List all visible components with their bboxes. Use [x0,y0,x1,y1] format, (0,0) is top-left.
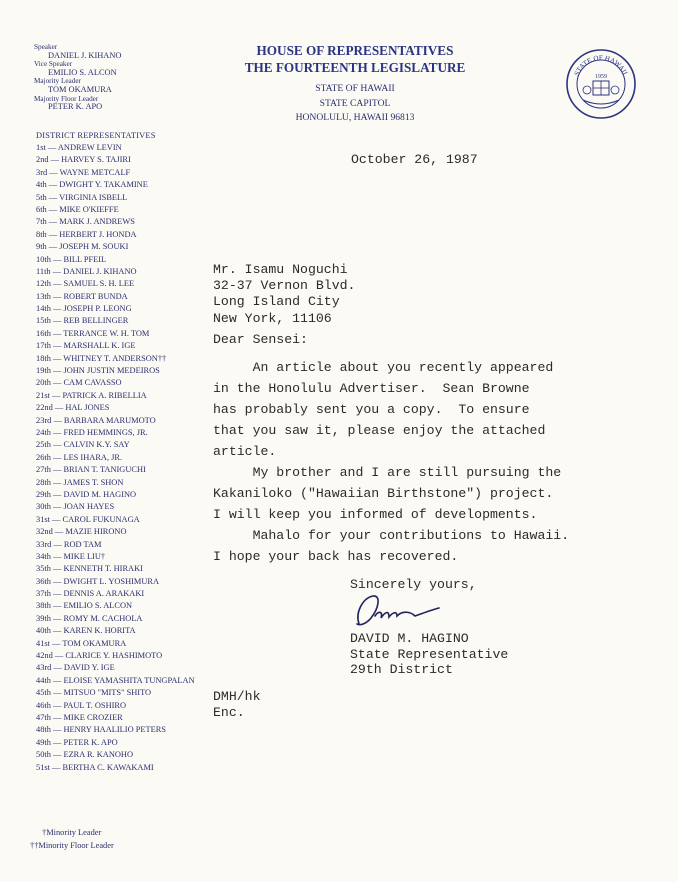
district-entry: 42nd — CLARICE Y. HASHIMOTO [36,651,163,661]
district-entry: 10th — BILL PFEIL [36,254,107,264]
body-line: article. [213,444,277,459]
district-entry: 34th — MIKE LIU† [36,551,106,561]
district-entry: 31st — CAROL FUKUNAGA [36,514,140,524]
recipient-address [213,262,355,327]
district-entry: 5th — VIRGINIA ISBELL [36,192,128,202]
body-line: has probably sent you a copy. To ensure [213,402,530,417]
district-entry: 37th — DENNIS A. ARAKAKI [36,589,145,599]
address-line-2: STATE CAPITOL [319,97,391,109]
district-entry: 13th — ROBERT BUNDA [36,291,128,301]
district-entry: 17th — MARSHALL K. IGE [36,341,136,351]
body-line: that you saw it, please enjoy the attached [213,423,546,438]
district-entry: 26th — LES IHARA, JR. [36,452,123,462]
district-entry: 47th — MIKE CROZIER [36,712,123,722]
signer-block [350,631,508,678]
district-entry: 43rd — DAVID Y. IGE [36,663,115,673]
majority-leader-role: Majority Leader [34,77,81,86]
district-entry: 7th — MARK J. ANDREWS [36,217,135,227]
district-entry: 24th — FRED HEMMINGS, JR. [36,427,148,437]
district-entry: 11th — DANIEL J. KIHANO [36,266,137,276]
district-entry: 32nd — MAZIE HIRONO [36,527,127,537]
district-entry: 40th — KAREN K. HORITA [36,626,136,636]
district-entry: 19th — JOHN JUSTIN MEDEIROS [36,366,160,376]
district-entry: 9th — JOSEPH M. SOUKI [36,242,129,252]
letterhead-line-1: HOUSE OF REPRESENTATIVES [256,43,454,58]
district-entry: 41st — TOM OKAMURA [36,638,127,648]
district-entry: 15th — REB BELLINGER [36,316,129,326]
district-entry: 28th — JAMES T. SHON [36,477,124,487]
signature-icon [345,590,445,632]
officers-block [34,43,121,112]
body-line: Kakaniloko ("Hawaiian Birthstone") project. [213,486,554,501]
signer-district: 29th District [350,662,453,678]
body-line: in the Honolulu Advertiser. Sean Browne [213,381,530,396]
district-entry: 36th — DWIGHT L. YOSHIMURA [36,576,160,586]
district-representatives-title: DISTRICT REPRESENTATIVES [36,131,156,140]
district-entry: 12th — SAMUEL S. H. LEE [36,279,135,289]
body-line: My brother and I are still pursuing the [213,465,562,480]
closing: Sincerely yours, [350,577,477,592]
district-entry: 6th — MIKE O'KIEFFE [36,204,119,214]
typist-initials [213,689,260,720]
letterhead-line-2: THE FOURTEENTH LEGISLATURE [244,60,466,75]
vice-speaker-role: Vice Speaker [34,60,73,69]
district-entry: 1st — ANDREW LEVIN [36,143,122,152]
district-entry: 49th — PETER K. APO [36,737,118,747]
address-line-3: HONOLULU, HAWAII 96813 [295,112,415,123]
recipient-city: Long Island City [213,294,340,310]
recipient-name: Mr. Isamu Noguchi [213,262,348,277]
vice-speaker-name: EMILIO S. ALCON [48,67,117,77]
district-entry: 8th — HERBERT J. HONDA [36,229,137,239]
district-entry: 38th — EMILIO S. ALCON [36,601,133,611]
majority-leader-name: TOM OKAMURA [48,84,112,94]
minority-floor-leader-note: ††Minority Floor Leader [30,841,114,850]
district-entry: 51st — BERTHA C. KAWAKAMI [36,762,154,772]
letterhead-title [220,42,490,76]
district-entry: 25th — CALVIN K.Y. SAY [36,440,130,450]
recipient-street: 32-37 Vernon Blvd. [213,278,356,294]
body-line: I will keep you informed of developments. [213,507,538,522]
state-seal-icon [565,48,637,120]
district-entry: 39th — ROMY M. CACHOLA [36,613,143,623]
district-entry: 48th — HENRY HAALILIO PETERS [36,725,166,735]
recipient-state: New York, 11106 [213,310,332,326]
letter-date: October 26, 1987 [351,152,478,167]
district-entry: 46th — PAUL T. OSHIRO [36,700,127,710]
district-entry: 22nd — HAL JONES [36,403,110,413]
district-entry: 20th — CAM CAVASSO [36,378,122,388]
body-line: Mahalo for your contributions to Hawaii. [213,528,570,543]
majority-floor-leader-name: PETER K. APO [48,102,103,112]
body-line: An article about you recently appeared [213,360,554,375]
district-entry: 35th — KENNETH T. HIRAKI [36,564,143,574]
initials-line: DMH/hk [213,689,261,704]
district-list [36,142,195,774]
district-entry: 4th — DWIGHT Y. TAKAMINE [36,180,148,190]
seal-year: 1959 [595,74,607,80]
district-entry: 50th — EZRA R. KANOHO [36,750,134,760]
speaker-role: Speaker [34,43,58,51]
letterhead-address [260,82,450,126]
minority-leader-note: †Minority Leader [42,828,102,837]
enclosure-line: Enc. [213,704,245,720]
district-entry: 33rd — ROD TAM [36,539,102,549]
address-line-1: STATE OF HAWAII [315,83,395,94]
district-entry: 14th — JOSEPH P. LEONG [36,304,132,314]
district-entry: 21st — PATRICK A. RIBELLIA [36,390,147,400]
footnotes [30,826,114,852]
letter-body [213,357,613,567]
district-entry: 27th — BRIAN T. TANIGUCHI [36,465,146,475]
speaker-name: DANIEL J. KIHANO [48,50,122,60]
district-entry: 44th — ELOISE YAMASHITA TUNGPALAN [36,675,195,685]
district-entry: 29th — DAVID M. HAGINO [36,489,137,499]
majority-floor-leader-role: Majority Floor Leader [34,94,99,103]
district-entry: 3rd — WAYNE METCALF [36,167,131,177]
district-entry: 23rd — BARBARA MARUMOTO [36,415,156,425]
district-entry: 16th — TERRANCE W. H. TOM [36,328,150,338]
district-entry: 45th — MITSUO "MITS" SHITO [36,688,152,698]
salutation: Dear Sensei: [213,332,308,347]
signer-name: DAVID M. HAGINO [350,631,469,646]
seal-text: STATE OF HAWAII [572,53,629,77]
body-line: I hope your back has recovered. [213,549,459,564]
district-entry: 30th — JOAN HAYES [36,502,115,512]
district-entry: 18th — WHITNEY T. ANDERSON†† [36,353,167,363]
district-entry: 2nd — HARVEY S. TAJIRI [36,155,131,165]
signer-title: State Representative [350,646,509,662]
